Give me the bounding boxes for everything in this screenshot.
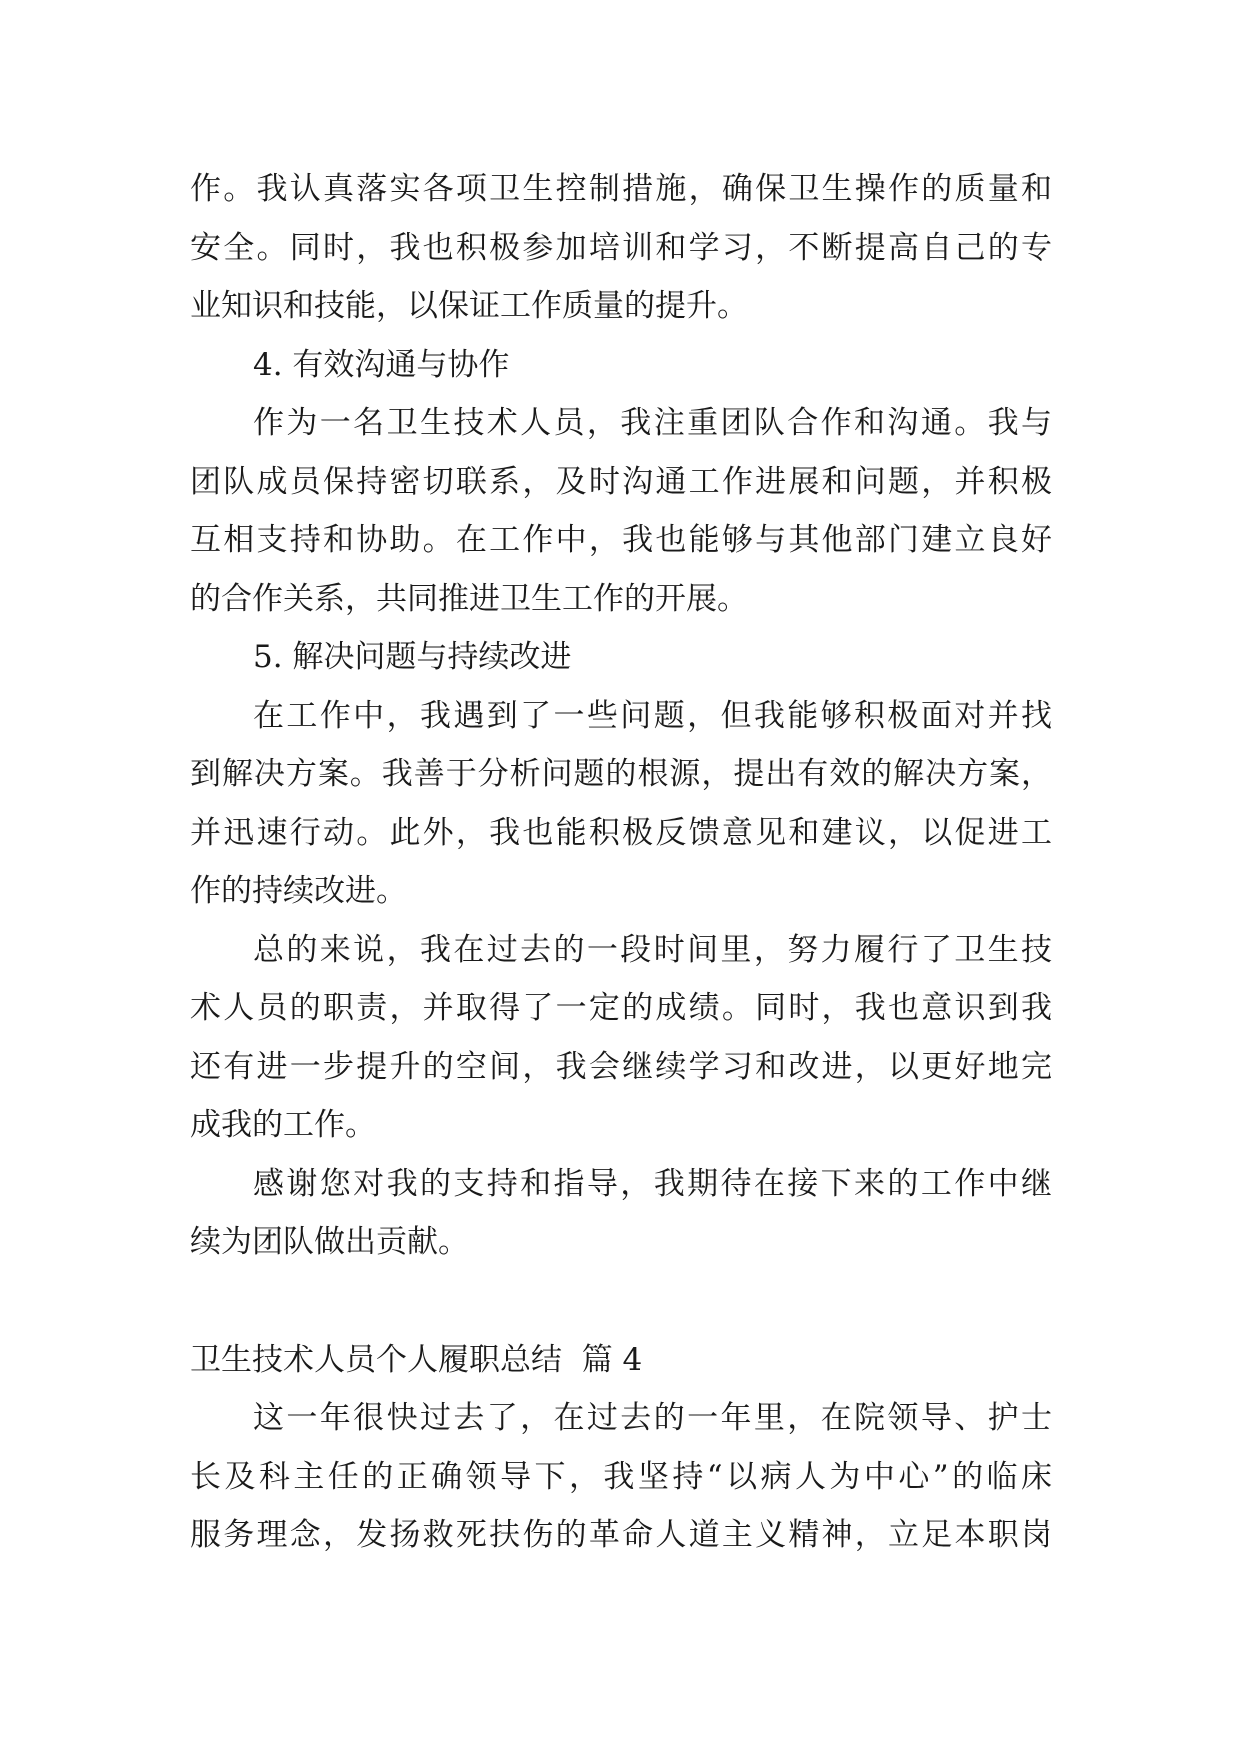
paragraph-line: 安全。同时，我也积极参加培训和学习，不断提高自己的专: [190, 229, 1052, 266]
paragraph-line: 长及科主任的正确领导下，我坚持“以病人为中心”的临床: [190, 1458, 1052, 1495]
document-body: [190, 160, 1052, 1565]
paragraph-line: 成我的工作。: [190, 1107, 376, 1143]
section-spacer: [190, 1272, 1052, 1331]
section-heading-4: 4. 有效沟通与协作: [253, 346, 510, 383]
paragraph-line: 这一年很快过去了，在过去的一年里，在院领导、护士: [253, 1400, 1052, 1436]
paragraph-line: 还有进一步提升的空间，我会继续学习和改进，以更好地完: [190, 1048, 1052, 1085]
section-heading-5: 5. 解决问题与持续改进: [253, 639, 572, 675]
paragraph-line: 业知识和技能，以保证工作质量的提升。: [190, 288, 748, 324]
paragraph-line: 到解决方案。我善于分析问题的根源，提出有效的解决方案，: [190, 756, 1052, 792]
paragraph-line: 的合作关系，共同推进卫生工作的开展。: [190, 580, 748, 617]
paragraph-line: 互相支持和协助。在工作中，我也能够与其他部门建立良好: [190, 522, 1052, 558]
paragraph-line: 总的来说，我在过去的一段时间里，努力履行了卫生技: [253, 931, 1052, 968]
paragraph-line: 团队成员保持密切联系，及时沟通工作进展和问题，并积极: [190, 463, 1052, 500]
paragraph-line: 并迅速行动。此外，我也能积极反馈意见和建议，以促进工: [190, 814, 1052, 851]
paragraph-line: 作为一名卫生技术人员，我注重团队合作和沟通。我与: [253, 405, 1052, 441]
paragraph-line: 术人员的职责，并取得了一定的成绩。同时，我也意识到我: [190, 990, 1052, 1026]
article-title: 卫生技术人员个人履职总结 篇 4: [190, 1341, 643, 1378]
paragraph-line: 作。我认真落实各项卫生控制措施，确保卫生操作的质量和: [190, 171, 1052, 207]
paragraph-line: 在工作中，我遇到了一些问题，但我能够积极面对并找: [253, 697, 1052, 734]
paragraph-line: 续为团队做出贡献。: [190, 1224, 469, 1260]
paragraph-line: 感谢您对我的支持和指导，我期待在接下来的工作中继: [253, 1165, 1052, 1202]
paragraph-line: 作的持续改进。: [190, 873, 407, 909]
paragraph-line: 服务理念，发扬救死扶伤的革命人道主义精神，立足本职岗: [190, 1517, 1052, 1553]
